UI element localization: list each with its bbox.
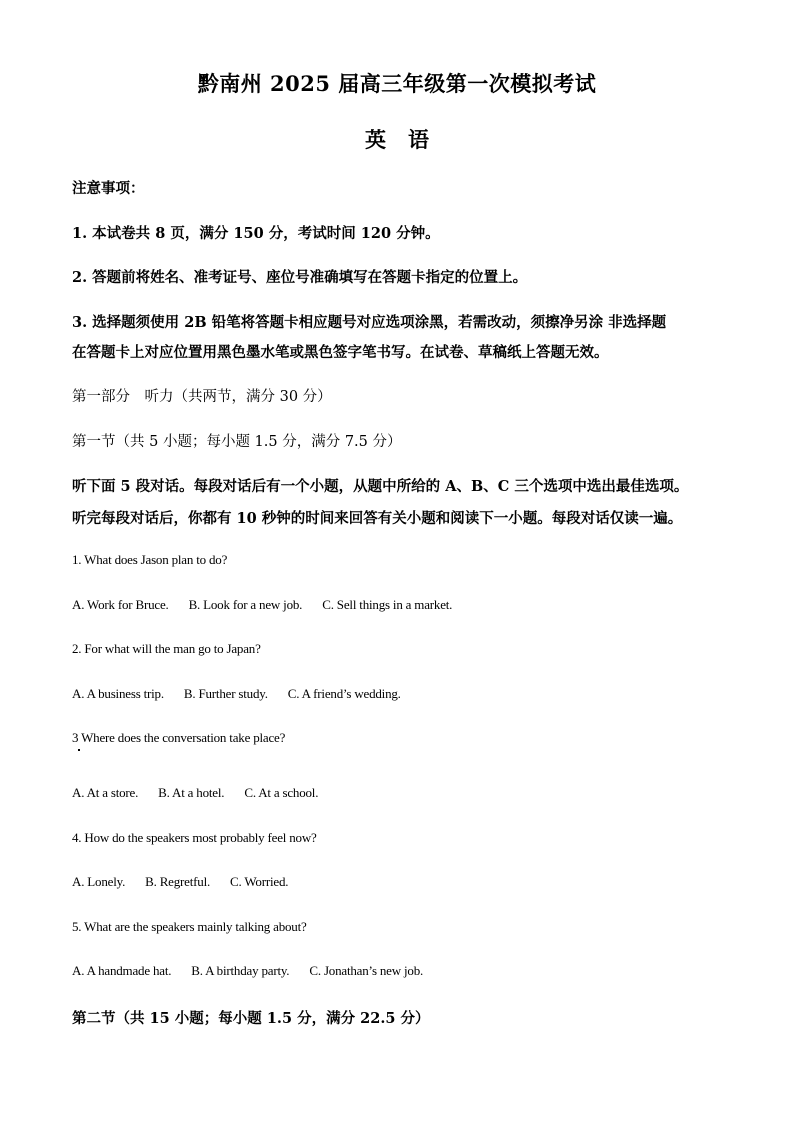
option-2c: C. A friend’s wedding. [287, 686, 401, 701]
option-1b: B. Look for a new job. [188, 597, 303, 612]
option-1a: A. Work for Bruce. [72, 597, 169, 612]
exam-title: 黔南州 2025 届高三年级第一次模拟考试 [197, 71, 597, 96]
subject-char-2: 语 [408, 127, 429, 152]
question-stem-5: 5. What are the speakers mainly talking about? [72, 919, 307, 934]
question-options-3 [72, 785, 318, 801]
question-options-2 [72, 686, 401, 702]
option-3c: C. At a school. [244, 785, 319, 800]
subject-title [0, 124, 794, 154]
question-stem-4: 4. How do the speakers most probably feel now? [72, 830, 317, 845]
option-5b: B. A birthday party. [191, 963, 290, 978]
question-options-1 [72, 597, 452, 613]
option-3b: B. At a hotel. [158, 785, 225, 800]
section2-heading: 第二节（共 15 小题；每小题 1.5 分，满分 22.5 分） [72, 1010, 430, 1027]
option-3a: A. At a store. [72, 785, 139, 800]
notice-item-1: 1. 本试卷共 8 页，满分 150 分，考试时间 120 分钟。 [72, 225, 440, 242]
directions-line-1: 听下面 5 段对话。每段对话后有一个小题，从题中所给的 A、B、C 三个选项中选出最佳选项。 [72, 478, 689, 495]
question-options-5 [72, 963, 423, 979]
option-5a: A. A handmade hat. [72, 963, 172, 978]
notice-item-3: 3. 选择题须使用 2B 铅笔将答题卡相应题号对应选项涂黑，若需改动，须擦净另涂 非选择题 [72, 314, 667, 331]
question-stem-2: 2. For what will the man go to Japan? [72, 641, 261, 656]
option-4a: A. Lonely. [72, 874, 126, 889]
option-2a: A. A business trip. [72, 686, 164, 701]
option-1c: C. Sell things in a market. [322, 597, 453, 612]
option-4c: C. Worried. [230, 874, 289, 889]
option-4b: B. Regretful. [145, 874, 211, 889]
notice-heading: 注意事项： [72, 180, 145, 197]
question-stem-1: 1. What does Jason plan to do? [72, 552, 228, 567]
section1-heading: 第一节（共 5 小题；每小题 1.5 分，满分 7.5 分） [72, 434, 402, 450]
directions-line-2: 听完每段对话后，你都有 10 秒钟的时间来回答有关小题和阅读下一小题。每段对话仅读一遍。 [72, 510, 683, 527]
option-5c: C. Jonathan’s new job. [309, 963, 424, 978]
stray-dot-mark [78, 749, 80, 751]
part1-heading: 第一部分 听力（共两节，满分 30 分） [72, 389, 332, 405]
notice-item-3-continued: 在答题卡上对应位置用黑色墨水笔或黑色签字笔书写。在试卷、草稿纸上答题无效。 [72, 344, 609, 361]
question-options-4 [72, 874, 288, 890]
subject-char-1: 英 [365, 127, 386, 152]
notice-item-2: 2. 答题前将姓名、准考证号、座位号准确填写在答题卡指定的位置上。 [72, 269, 528, 286]
option-2b: B. Further study. [183, 686, 268, 701]
question-stem-3: 3 Where does the conversation take place? [72, 730, 286, 745]
